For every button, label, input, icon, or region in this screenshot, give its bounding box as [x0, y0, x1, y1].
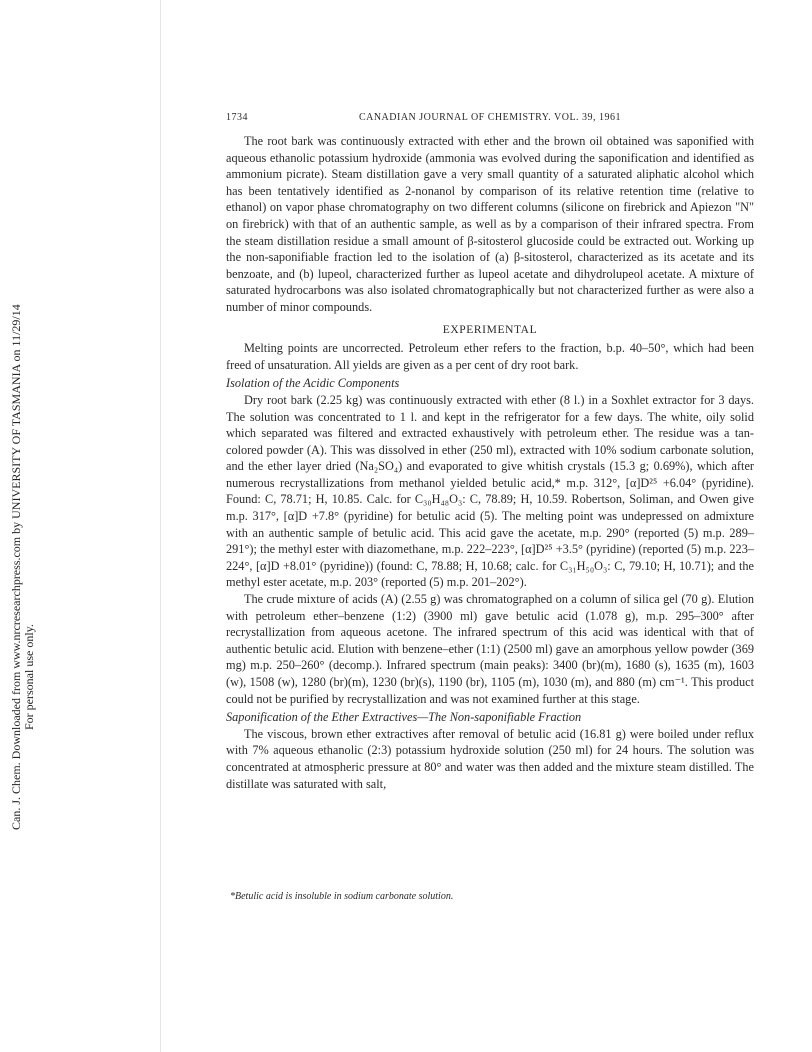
saponification-heading: Saponification of the Ether Extractives—The Non-saponifiable Fraction	[226, 710, 582, 725]
page-edge	[160, 0, 161, 1052]
article-body	[226, 133, 754, 792]
acidic-heading: Isolation of the Acidic Components	[226, 376, 400, 391]
intro-paragraph: The root bark was continuously extracted with ether and the brown oil obtained was saponified with aqueous ethanolic potassium hydroxide (ammonia was evolved during the saponification and identified as ammonium picrate). Steam distillation gave a very small quantity of a saturated aliphatic alcohol which has been tentatively identified as 2-nonanol by comparison of its relative retention time (relative to ethanol) on vapor phase chromatography on two different columns (silicone on firebrick and Apiezon "N" on firebrick) with that of an authentic sample, as well as by a comparison of their infrared spectra. From the steam distillation residue a small amount of β-sitosterol glucoside could be extracted out. Working up the non-saponifiable fraction led to the isolation of (a) β-sitosterol, characterized as its acetate and its benzoate, and (b) lupeol, characterized further as lupeol acetate and dihydrolupeol acetate. A mixture of saturated hydrocarbons was also isolated chromatographically but not characterized further as were also a number of minor compounds.	[226, 134, 754, 314]
melting-paragraph: Melting points are uncorrected. Petroleum ether refers to the fraction, b.p. 40–50°, which had been freed of unsaturation. All yields are given as a per cent of dry root bark.	[226, 341, 754, 372]
saponification-paragraph: The viscous, brown ether extractives after removal of betulic acid (16.81 g) were boiled under reflux with 7% aqueous ethanolic (2:3) potassium hydroxide solution (250 ml) for 24 hours. The solution was concentrated at atmospheric pressure at 80° and water was then added and the mixture steam distilled. The distillate was saturated with salt,	[226, 726, 754, 791]
footnote: *Betulic acid is insoluble in sodium carbonate solution.	[230, 891, 454, 902]
acidic-paragraph-1: Dry root bark (2.25 kg) was continuously extracted with ether (8 l.) in a Soxhlet extractor for 3 days. The solution was concentrated to 1 l. and kept in the refrigerator for a few days. The white, oily solid which separated was filtered and extracted exhaustively with petroleum ether. The residue was a tan-colored powder (A). This was dissolved in ether (250 ml), extracted with 10% sodium carbonate solution, and the ether layer dried (Na₂SO₄) and evaporated to give whitish crystals (15.3 g; 0.69%), which after numerous recrystallizations from methanol yielded betulic acid,* m.p. 312°, [α]D²⁵ +6.04° (pyridine). Found: C, 78.71; H, 10.85. Calc. for C₃₀H₄₈O₃: C, 78.89; H, 10.59. Robertson, Soliman, and Owen give m.p. 317°, [α]D +7.8° (pyridine) for betulic acid (5). The melting point was undepressed on admixture with an authentic sample of betulic acid. This acid gave the acetate, m.p. 290° (reported (5) m.p. 289–291°); the methyl ester with diazomethane, m.p. 222–223°, [α]D²⁵ +3.5° (pyridine) (reported (5) m.p. 223–224°, [α]D +8.01° (pyridine)) (found: C, 78.88; H, 10.68; calc. for C₃₁H₅₀O₃: C, 79.10; H, 10.71); and the methyl ester acetate, m.p. 203° (reported (5) m.p. 201–202°).	[226, 392, 754, 590]
journal-title: CANADIAN JOURNAL OF CHEMISTRY. VOL. 39, 1961	[358, 112, 622, 123]
page-number: 1734	[226, 112, 248, 123]
download-notice-line2: For personal use only.	[22, 624, 36, 730]
download-notice	[10, 304, 36, 830]
acidic-paragraph-2: The crude mixture of acids (A) (2.55 g) was chromatographed on a column of silica gel (70 g). Elution with petroleum ether–benzene (1:2) (3900 ml) gave betulic acid (1.078 g), m.p. 295–300° after recrystallization from aqueous acetone. The infrared spectrum of this acid was identical with that of authentic betulic acid. Elution with benzene–ether (1:1) (2500 ml) gave an amorphous yellow powder (369 mg) m.p. 250–260° (decomp.). Infrared spectrum (main peaks): 3400 (br)(m), 1680 (s), 1635 (m), 1603 (w), 1508 (w), 1280 (br)(m), 1230 (br)(s), 1190 (br), 1105 (m), 1030 (m), and 880 (m) cm⁻¹. This product could not be purified by recrystallization and was not examined further at this stage.	[226, 592, 754, 706]
running-header	[226, 112, 754, 128]
download-notice-line1: Can. J. Chem. Downloaded from www.nrcresearchpress.com by UNIVERSITY OF TASMANIA on 11/29/14	[9, 304, 23, 830]
experimental-heading: EXPERIMENTAL	[442, 323, 538, 336]
